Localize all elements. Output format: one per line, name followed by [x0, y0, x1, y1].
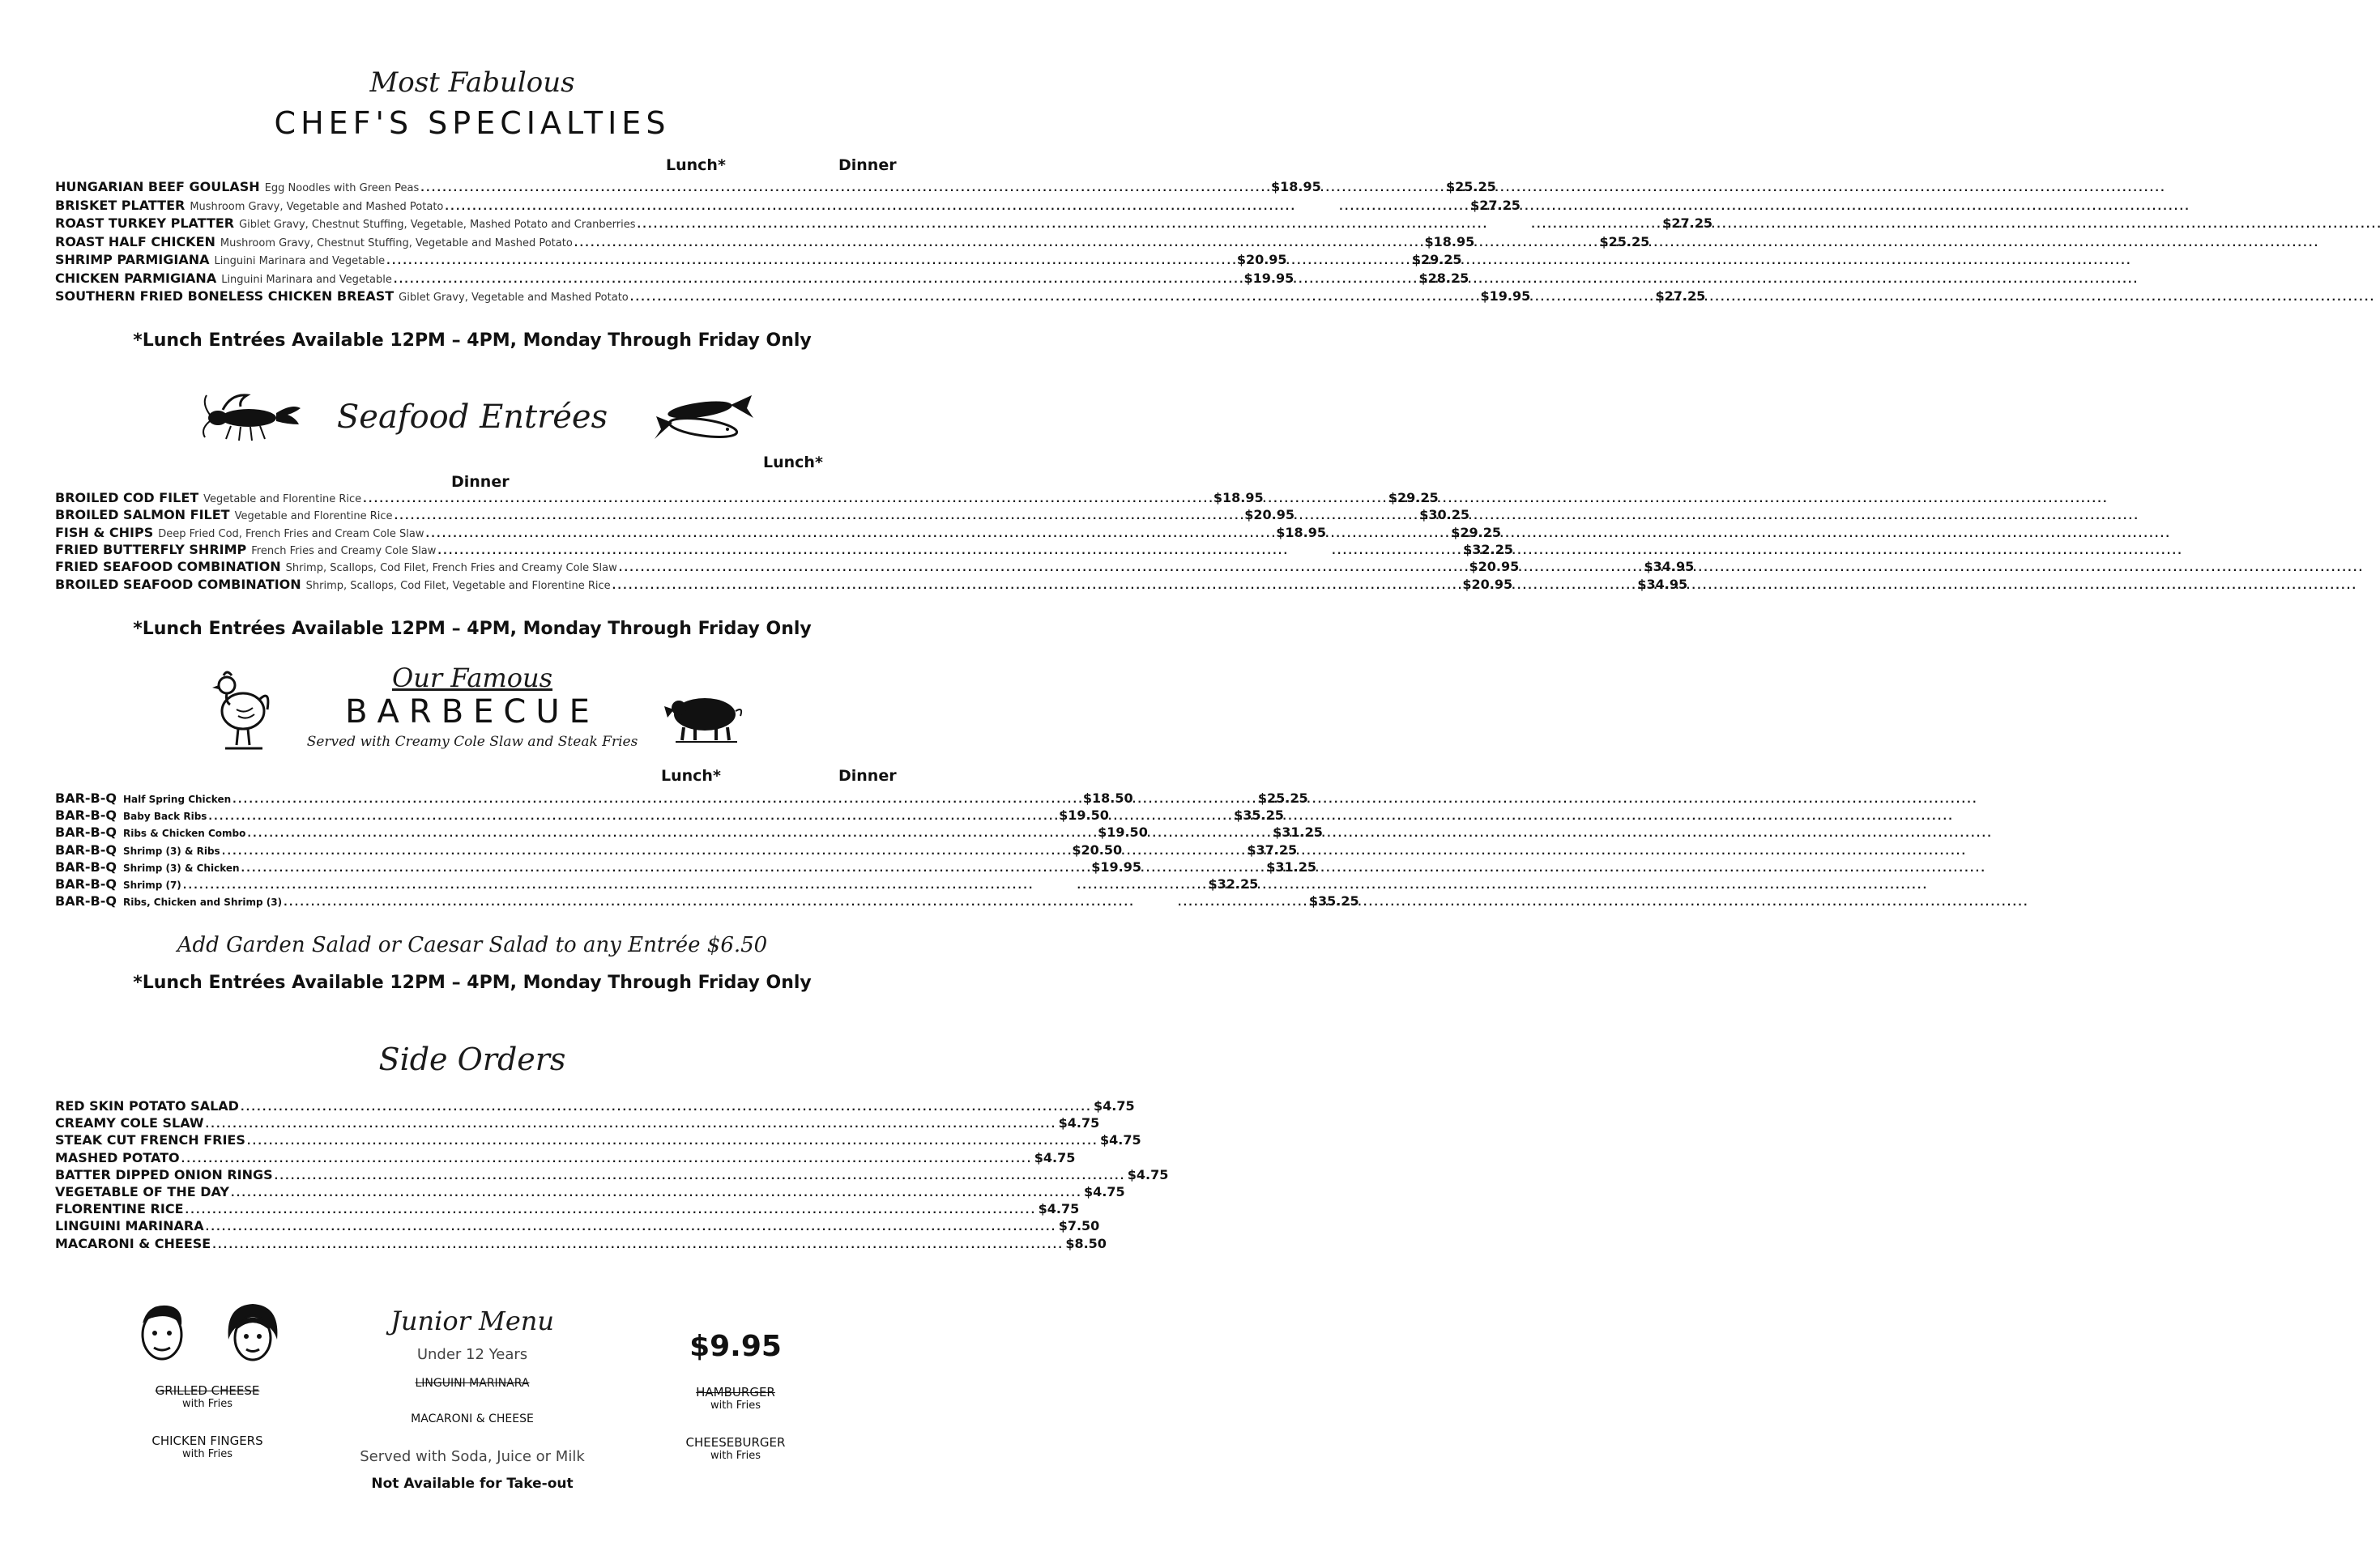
item-lunch-price: $20.50 [1072, 841, 1123, 858]
item-description: Vegetable and Florentine Rice [203, 493, 362, 505]
item-price: $4.75 [1099, 1132, 1141, 1148]
dot-leader [212, 1235, 1061, 1254]
item-dinner-price: $35.25 [1308, 893, 1359, 910]
dot-leader [1127, 790, 1256, 808]
menu-item-row [55, 893, 1359, 910]
dot-leader [1332, 541, 1461, 560]
item-description: Deep Fried Cod, French Fries and Cream Cole Slaw [158, 527, 424, 540]
item-name: BAR-B-Q [55, 893, 117, 910]
item-name: BROILED SALMON FILET [55, 507, 230, 523]
menu-item-row [55, 841, 1298, 858]
item-dinner-price: $31.25 [1273, 824, 1323, 841]
menu-item-row [55, 790, 1308, 807]
item-name: LINGUINI MARINARA [55, 1218, 204, 1234]
item-dinner-price: $32.25 [1463, 541, 1513, 557]
menu-item-row [55, 1114, 1100, 1131]
junior-served: Served with Soda, Juice or Milk [360, 1448, 585, 1465]
menu-item-row [55, 541, 1513, 558]
item-name: RED SKIN POTATO SALAD [55, 1098, 239, 1114]
dot-leader [232, 790, 1081, 808]
item-name: BATTER DIPPED ONION RINGS [55, 1166, 273, 1182]
dot-leader [386, 251, 1235, 270]
junior-left-item-1 [126, 1383, 288, 1410]
item-dinner-price: $29.25 [1411, 252, 1462, 267]
item-dinner-price: $25.25 [1445, 179, 1496, 194]
chefs-script-title: Most Fabulous [369, 66, 575, 99]
item-dinner-price: $25.25 [1257, 790, 1308, 806]
item-lunch-price: $19.95 [1091, 858, 1141, 875]
item-name: ROAST TURKEY PLATTER [55, 215, 235, 231]
girl-face-icon [222, 1299, 284, 1364]
junior-item-name: CHEESEBURGER [685, 1435, 786, 1450]
junior-middle-item-2: MACARONI & CHEESE [411, 1412, 534, 1425]
junior-item-name: CHICKEN FINGERS [151, 1434, 263, 1448]
item-lunch-price: $20.95 [1244, 507, 1295, 523]
junior-middle-item-1: LINGUINI MARINARA [415, 1377, 530, 1390]
dot-leader [1115, 841, 1245, 860]
item-description: Egg Noodles with Green Peas [264, 182, 420, 194]
item-variant: Half Spring Chicken [122, 794, 232, 805]
item-lunch-price: $18.95 [1213, 490, 1264, 505]
menu-item-row [55, 288, 1706, 305]
menu-item-row [55, 1183, 1125, 1200]
item-name: BAR-B-Q [55, 858, 117, 875]
item-price: $7.50 [1058, 1218, 1100, 1234]
menu-item-row [55, 1200, 1080, 1217]
item-variant: Ribs & Chicken Combo [122, 828, 246, 840]
item-description: French Fries and Creamy Cole Slaw [251, 544, 437, 557]
dot-leader [1141, 824, 1271, 842]
dot-leader [186, 1200, 1034, 1219]
dot-leader [1135, 858, 1265, 877]
chefs-lunch-note: *Lunch Entrées Available 12PM – 4PM, Monday Through Friday Only [133, 330, 812, 351]
bbq-script-title: Our Famous [391, 662, 553, 693]
dot-leader [206, 1217, 1055, 1236]
dot-leader [1288, 506, 1418, 525]
item-dinner-price: $31.25 [1266, 858, 1316, 875]
chefs-dinner-header: Dinner [838, 156, 897, 174]
item-lunch-price: $20.95 [1236, 252, 1287, 267]
bbq-lunch-header: Lunch* [661, 767, 721, 785]
item-dinner-price: $25.25 [1599, 233, 1650, 249]
item-lunch-price: $19.50 [1059, 807, 1109, 824]
junior-item-name: HAMBURGER [696, 1385, 775, 1400]
dot-leader [1178, 893, 1307, 911]
item-price: $4.75 [1038, 1201, 1080, 1217]
item-price: $4.75 [1094, 1098, 1135, 1114]
item-name: SHRIMP PARMIGIANA [55, 252, 210, 267]
item-lunch-price: $18.95 [1276, 524, 1326, 540]
junior-right-item-2 [655, 1435, 817, 1462]
item-name: BAR-B-Q [55, 824, 117, 841]
dot-leader [1320, 524, 1449, 543]
item-lunch-price: $18.95 [1270, 179, 1321, 194]
dot-leader [612, 576, 1461, 594]
dot-leader [1468, 233, 1597, 252]
item-dinner-price: $34.95 [1644, 559, 1695, 575]
dot-leader [183, 875, 1032, 894]
dot-leader [1103, 807, 1232, 825]
menu-item-row [55, 1235, 1107, 1252]
item-name: BRISKET PLATTER [55, 197, 186, 213]
seafood-lunch-note: *Lunch Entrées Available 12PM – 4PM, Monday Through Friday Only [133, 619, 812, 639]
junior-age: Under 12 Years [416, 1346, 528, 1363]
item-lunch-price: $18.50 [1082, 790, 1133, 806]
seafood-lunch-header: Lunch* [763, 454, 823, 471]
dot-leader [437, 541, 1286, 560]
dot-leader [247, 824, 1096, 842]
item-name: STEAK CUT FRENCH FRIES [55, 1132, 245, 1148]
item-dinner-price: $29.25 [1451, 524, 1501, 540]
dot-leader [208, 807, 1057, 825]
junior-takeout: Not Available for Take-out [371, 1476, 574, 1492]
junior-item-sub: with Fries [182, 1448, 232, 1460]
seafood-dinner-header: Dinner [451, 473, 510, 491]
junior-right-item-1 [655, 1385, 817, 1412]
item-price: $4.75 [1034, 1149, 1076, 1165]
item-name: FLORENTINE RICE [55, 1201, 184, 1217]
dot-leader [222, 841, 1071, 860]
item-variant: Shrimp (7) [122, 880, 181, 891]
menu-item-row [55, 1131, 1141, 1148]
item-dinner-price: $27.25 [1662, 215, 1712, 231]
item-dinner-price: $27.25 [1470, 197, 1521, 213]
item-name: VEGETABLE OF THE DAY [55, 1184, 229, 1199]
junior-price: $9.95 [689, 1330, 782, 1363]
item-name: FRIED BUTTERFLY SHRIMP [55, 541, 247, 557]
item-name: BAR-B-Q [55, 790, 117, 806]
item-variant: Shrimp (3) & Ribs [122, 845, 220, 857]
dot-leader [1288, 270, 1418, 288]
dot-leader [445, 197, 1294, 215]
dot-leader [638, 215, 1486, 233]
menu-item-row [55, 215, 1712, 232]
dot-leader [1339, 197, 1469, 215]
dot-leader [420, 178, 1269, 197]
item-name: BROILED SEAFOOD COMBINATION [55, 576, 301, 592]
item-dinner-price: $34.95 [1637, 576, 1688, 592]
item-lunch-price: $19.50 [1098, 824, 1148, 841]
menu-item-row [55, 1149, 1076, 1166]
item-dinner-price: $37.25 [1247, 841, 1298, 858]
chefs-title: CHEF'S SPECIALTIES [274, 105, 671, 141]
junior-item-sub: with Fries [710, 1400, 761, 1412]
dot-leader [241, 1097, 1090, 1116]
item-description: Linguini Marinara and Vegetable [221, 273, 392, 286]
dot-leader [395, 506, 1243, 525]
item-price: $4.75 [1084, 1184, 1125, 1199]
item-price: $4.75 [1058, 1115, 1100, 1131]
item-variant: Baby Back Ribs [122, 811, 207, 823]
dot-leader [426, 524, 1275, 543]
dot-leader [1257, 489, 1387, 508]
dot-leader [619, 558, 1468, 577]
dot-leader [1315, 178, 1444, 197]
item-dinner-price: $30.25 [1419, 507, 1470, 523]
item-description: Mushroom Gravy, Vegetable and Mashed Potato [190, 200, 444, 213]
item-price: $8.50 [1065, 1235, 1107, 1251]
boy-face-icon [131, 1299, 193, 1364]
dot-leader [363, 489, 1212, 508]
junior-item-sub: with Fries [182, 1398, 232, 1410]
dot-leader [574, 233, 1423, 252]
menu-item-row [55, 506, 1470, 523]
item-price: $4.75 [1127, 1166, 1169, 1182]
item-name: SOUTHERN FRIED BONELESS CHICKEN BREAST [55, 288, 395, 304]
dot-leader [1512, 558, 1642, 577]
menu-item-row [55, 858, 1316, 875]
item-description: Shrimp, Scallops, Cod Filet, Vegetable and Florentine Rice [305, 579, 611, 592]
item-name: BAR-B-Q [55, 807, 117, 824]
item-description: Mushroom Gravy, Chestnut Stuffing, Vegetable and Mashed Potato [220, 236, 573, 249]
item-dinner-price: $35.25 [1234, 807, 1284, 824]
menu-item-row [55, 1217, 1100, 1234]
junior-left-item-2 [126, 1434, 288, 1460]
dot-leader [247, 1131, 1096, 1150]
menu-item-row [55, 1097, 1135, 1114]
menu-item-row [55, 807, 1284, 824]
menu-item-row [55, 251, 1462, 268]
item-description: Shrimp, Scallops, Cod Filet, French Fries and Creamy Cole Slaw [285, 562, 617, 575]
item-description: Giblet Gravy, Chestnut Stuffing, Vegetable, Mashed Potato and Cranberries [239, 219, 636, 231]
item-dinner-price: $28.25 [1418, 270, 1469, 286]
item-name: MACARONI & CHEESE [55, 1235, 211, 1251]
menu-item-row [55, 558, 1695, 575]
item-name: BAR-B-Q [55, 876, 117, 892]
chefs-lunch-header: Lunch* [666, 156, 726, 174]
item-name: FISH & CHIPS [55, 524, 154, 540]
bbq-lunch-note: *Lunch Entrées Available 12PM – 4PM, Monday Through Friday Only [133, 973, 812, 993]
item-name: CREAMY COLE SLAW [55, 1115, 204, 1131]
junior-item-name: GRILLED CHEESE [155, 1383, 260, 1398]
dot-leader [181, 1149, 1030, 1168]
item-lunch-price: $20.95 [1462, 576, 1513, 592]
item-variant: Ribs, Chicken and Shrimp (3) [122, 897, 283, 909]
dot-leader [275, 1166, 1124, 1185]
item-name: BROILED COD FILET [55, 490, 199, 505]
dot-leader [1506, 576, 1636, 594]
item-lunch-price: $18.95 [1424, 233, 1475, 249]
menu-item-row [55, 824, 1323, 841]
item-description: Linguini Marinara and Vegetable [214, 255, 386, 267]
item-dinner-price: $32.25 [1208, 876, 1259, 892]
dot-leader [1281, 251, 1410, 270]
item-name: HUNGARIAN BEEF GOULASH [55, 179, 260, 194]
menu-item-row [55, 270, 1469, 287]
dot-leader [206, 1114, 1055, 1133]
menu-item-row [55, 233, 1650, 250]
menu-item-row [55, 489, 1439, 506]
salad-note: Add Garden Salad or Caesar Salad to any Entrée $6.50 [177, 933, 768, 957]
menu-item-row [55, 524, 1501, 541]
bbq-title: BARBECUE [345, 693, 599, 731]
dot-leader [284, 893, 1132, 911]
dot-leader [630, 288, 1479, 306]
menu-item-row [55, 576, 1688, 593]
dot-leader [231, 1183, 1080, 1202]
item-lunch-price: $19.95 [1480, 288, 1531, 304]
item-description: Giblet Gravy, Vegetable and Mashed Potato [399, 292, 629, 304]
menu-item-row [55, 1166, 1169, 1183]
sides-script-title: Side Orders [378, 1042, 566, 1077]
item-lunch-price: $19.95 [1243, 270, 1294, 286]
item-description: Vegetable and Florentine Rice [234, 510, 393, 523]
item-name: FRIED SEAFOOD COMBINATION [55, 559, 281, 575]
junior-item-sub: with Fries [710, 1450, 761, 1462]
dot-leader [1531, 215, 1661, 233]
item-dinner-price: $29.25 [1388, 490, 1439, 505]
item-name: MASHED POTATO [55, 1149, 180, 1165]
dot-leader [1524, 288, 1653, 306]
menu-item-row [55, 197, 1521, 214]
seafood-script-title: Seafood Entrées [336, 398, 608, 436]
dot-leader [241, 858, 1090, 877]
item-name: CHICKEN PARMIGIANA [55, 270, 217, 286]
pig-icon [663, 687, 747, 745]
item-name: ROAST HALF CHICKEN [55, 233, 215, 249]
menu-item-row [55, 178, 1496, 195]
dot-leader [394, 270, 1243, 288]
bbq-subtitle: Served with Creamy Cole Slaw and Steak Fries [306, 734, 638, 750]
dot-leader [1077, 875, 1207, 894]
bbq-dinner-header: Dinner [838, 767, 897, 785]
item-lunch-price: $20.95 [1469, 559, 1520, 575]
item-name: BAR-B-Q [55, 841, 117, 858]
item-dinner-price: $27.25 [1655, 288, 1706, 304]
menu-item-row [55, 875, 1259, 893]
junior-title: Junior Menu [390, 1306, 554, 1336]
item-variant: Shrimp (3) & Chicken [122, 862, 240, 874]
fish-icon [653, 392, 758, 445]
